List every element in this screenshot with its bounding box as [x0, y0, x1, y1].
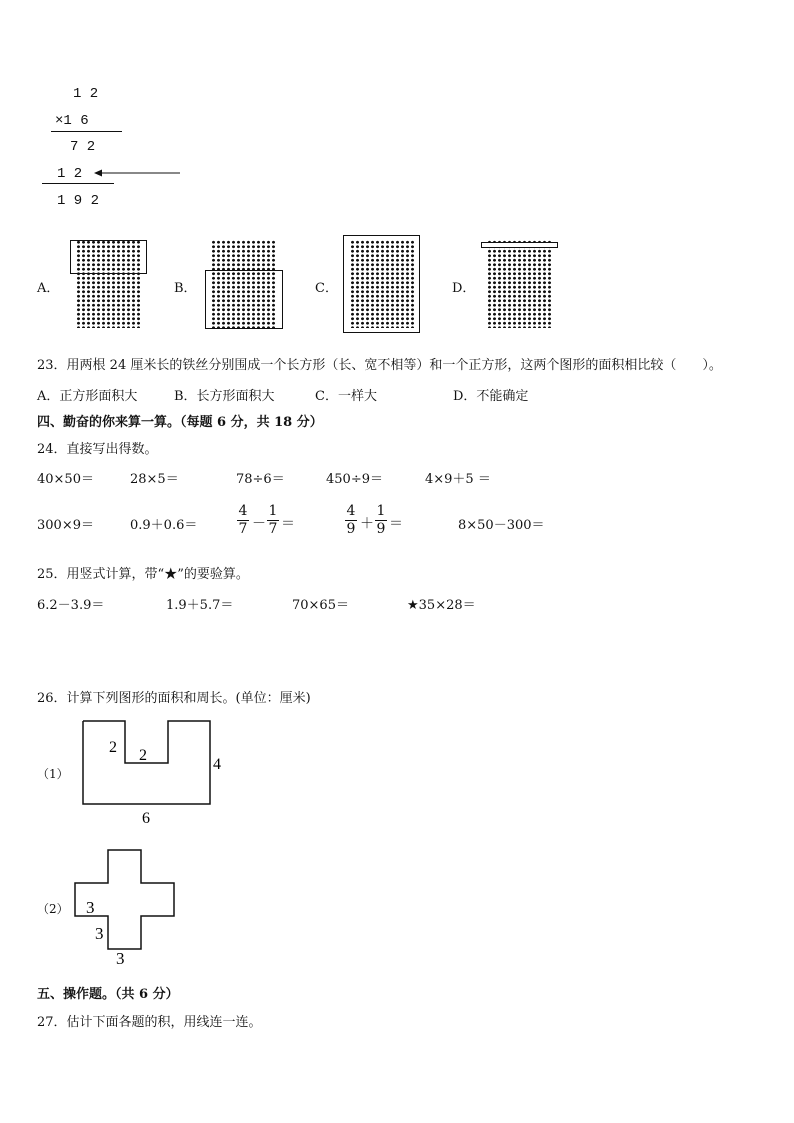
option-d-highlight-box — [481, 242, 558, 248]
q26-figure-1-u-shape — [75, 715, 235, 827]
option-d-label: D． — [452, 281, 476, 296]
fraction: 1 9 — [376, 503, 386, 537]
option-b-label: B． — [174, 281, 197, 296]
option-d-dot-grid — [487, 240, 552, 328]
q25-item: 70×65＝ — [292, 598, 349, 613]
q24-item: 8×50－300＝ — [458, 518, 545, 533]
q26-stem: 26．计算下列图形的面积和周长。(单位：厘米) — [37, 691, 311, 706]
q24-item: 40×50＝ — [37, 472, 94, 487]
q25-item: ★35×28＝ — [407, 598, 476, 613]
q24-item: 4×9＋5 ＝ — [425, 472, 491, 487]
section-4-title: 四、勤奋的你来算一算。（每题 6 分，共 18 分） — [37, 415, 323, 430]
calc-line-1 — [51, 131, 122, 132]
svg-text:3: 3 — [86, 898, 95, 917]
q23-stem: 23．用两根 24 厘米长的铁丝分别围成一个长方形（长、宽不相等）和一个正方形，这两个图形的面积相比较（ ）。 — [37, 358, 722, 373]
q24-item: 28×5＝ — [130, 472, 179, 487]
svg-text:3: 3 — [95, 924, 104, 943]
svg-text:2: 2 — [139, 747, 147, 764]
q25-item: 1.9＋5.7＝ — [166, 598, 234, 613]
q26-figure-2-cross-shape — [70, 845, 180, 970]
svg-text:6: 6 — [142, 810, 150, 827]
calc-row-multiplier: ×1 6 — [55, 113, 89, 129]
q27-stem: 27．估计下面各题的积，用线连一连。 — [37, 1015, 262, 1030]
fraction: 1 7 — [268, 503, 278, 537]
svg-text:4: 4 — [213, 756, 221, 773]
calc-line-2 — [42, 183, 114, 184]
left-arrow-icon — [92, 166, 182, 180]
calc-row-partial-2: 1 2 — [57, 166, 83, 182]
fraction: 4 7 — [238, 503, 248, 537]
fraction: 4 9 — [346, 503, 356, 537]
option-a-highlight-box — [70, 240, 147, 274]
q23-option-d: D．不能确定 — [453, 389, 529, 404]
calc-row-partial-1: 7 2 — [70, 139, 96, 155]
q25-stem: 25．用竖式计算，带“★”的要验算。 — [37, 567, 249, 582]
q25-item: 6.2－3.9＝ — [37, 598, 105, 613]
q23-option-c: C．一样大 — [315, 389, 377, 404]
q24-item: 450÷9＝ — [326, 472, 383, 487]
q24-item: 78÷6＝ — [236, 472, 285, 487]
option-c-highlight-box — [343, 235, 420, 333]
q26-figure-2-label: （2） — [37, 902, 69, 916]
q24-item: 0.9＋0.6＝ — [130, 518, 198, 533]
svg-text:2: 2 — [109, 739, 117, 756]
q26-figure-1-label: （1） — [37, 767, 69, 781]
option-a-label: A． — [37, 281, 60, 296]
q24-item: 300×9＝ — [37, 518, 94, 533]
q23-option-b: B．长方形面积大 — [174, 389, 275, 404]
option-c-label: C． — [315, 281, 338, 296]
calc-row-multiplicand: 1 2 — [73, 86, 99, 102]
option-b-highlight-box — [205, 270, 283, 329]
q24-stem: 24．直接写出得数。 — [37, 442, 158, 457]
svg-text:3: 3 — [116, 949, 125, 968]
section-5-title: 五、操作题。（共 6 分） — [37, 987, 179, 1002]
calc-row-result: 1 9 2 — [57, 193, 100, 209]
q23-option-a: A．正方形面积大 — [37, 389, 138, 404]
